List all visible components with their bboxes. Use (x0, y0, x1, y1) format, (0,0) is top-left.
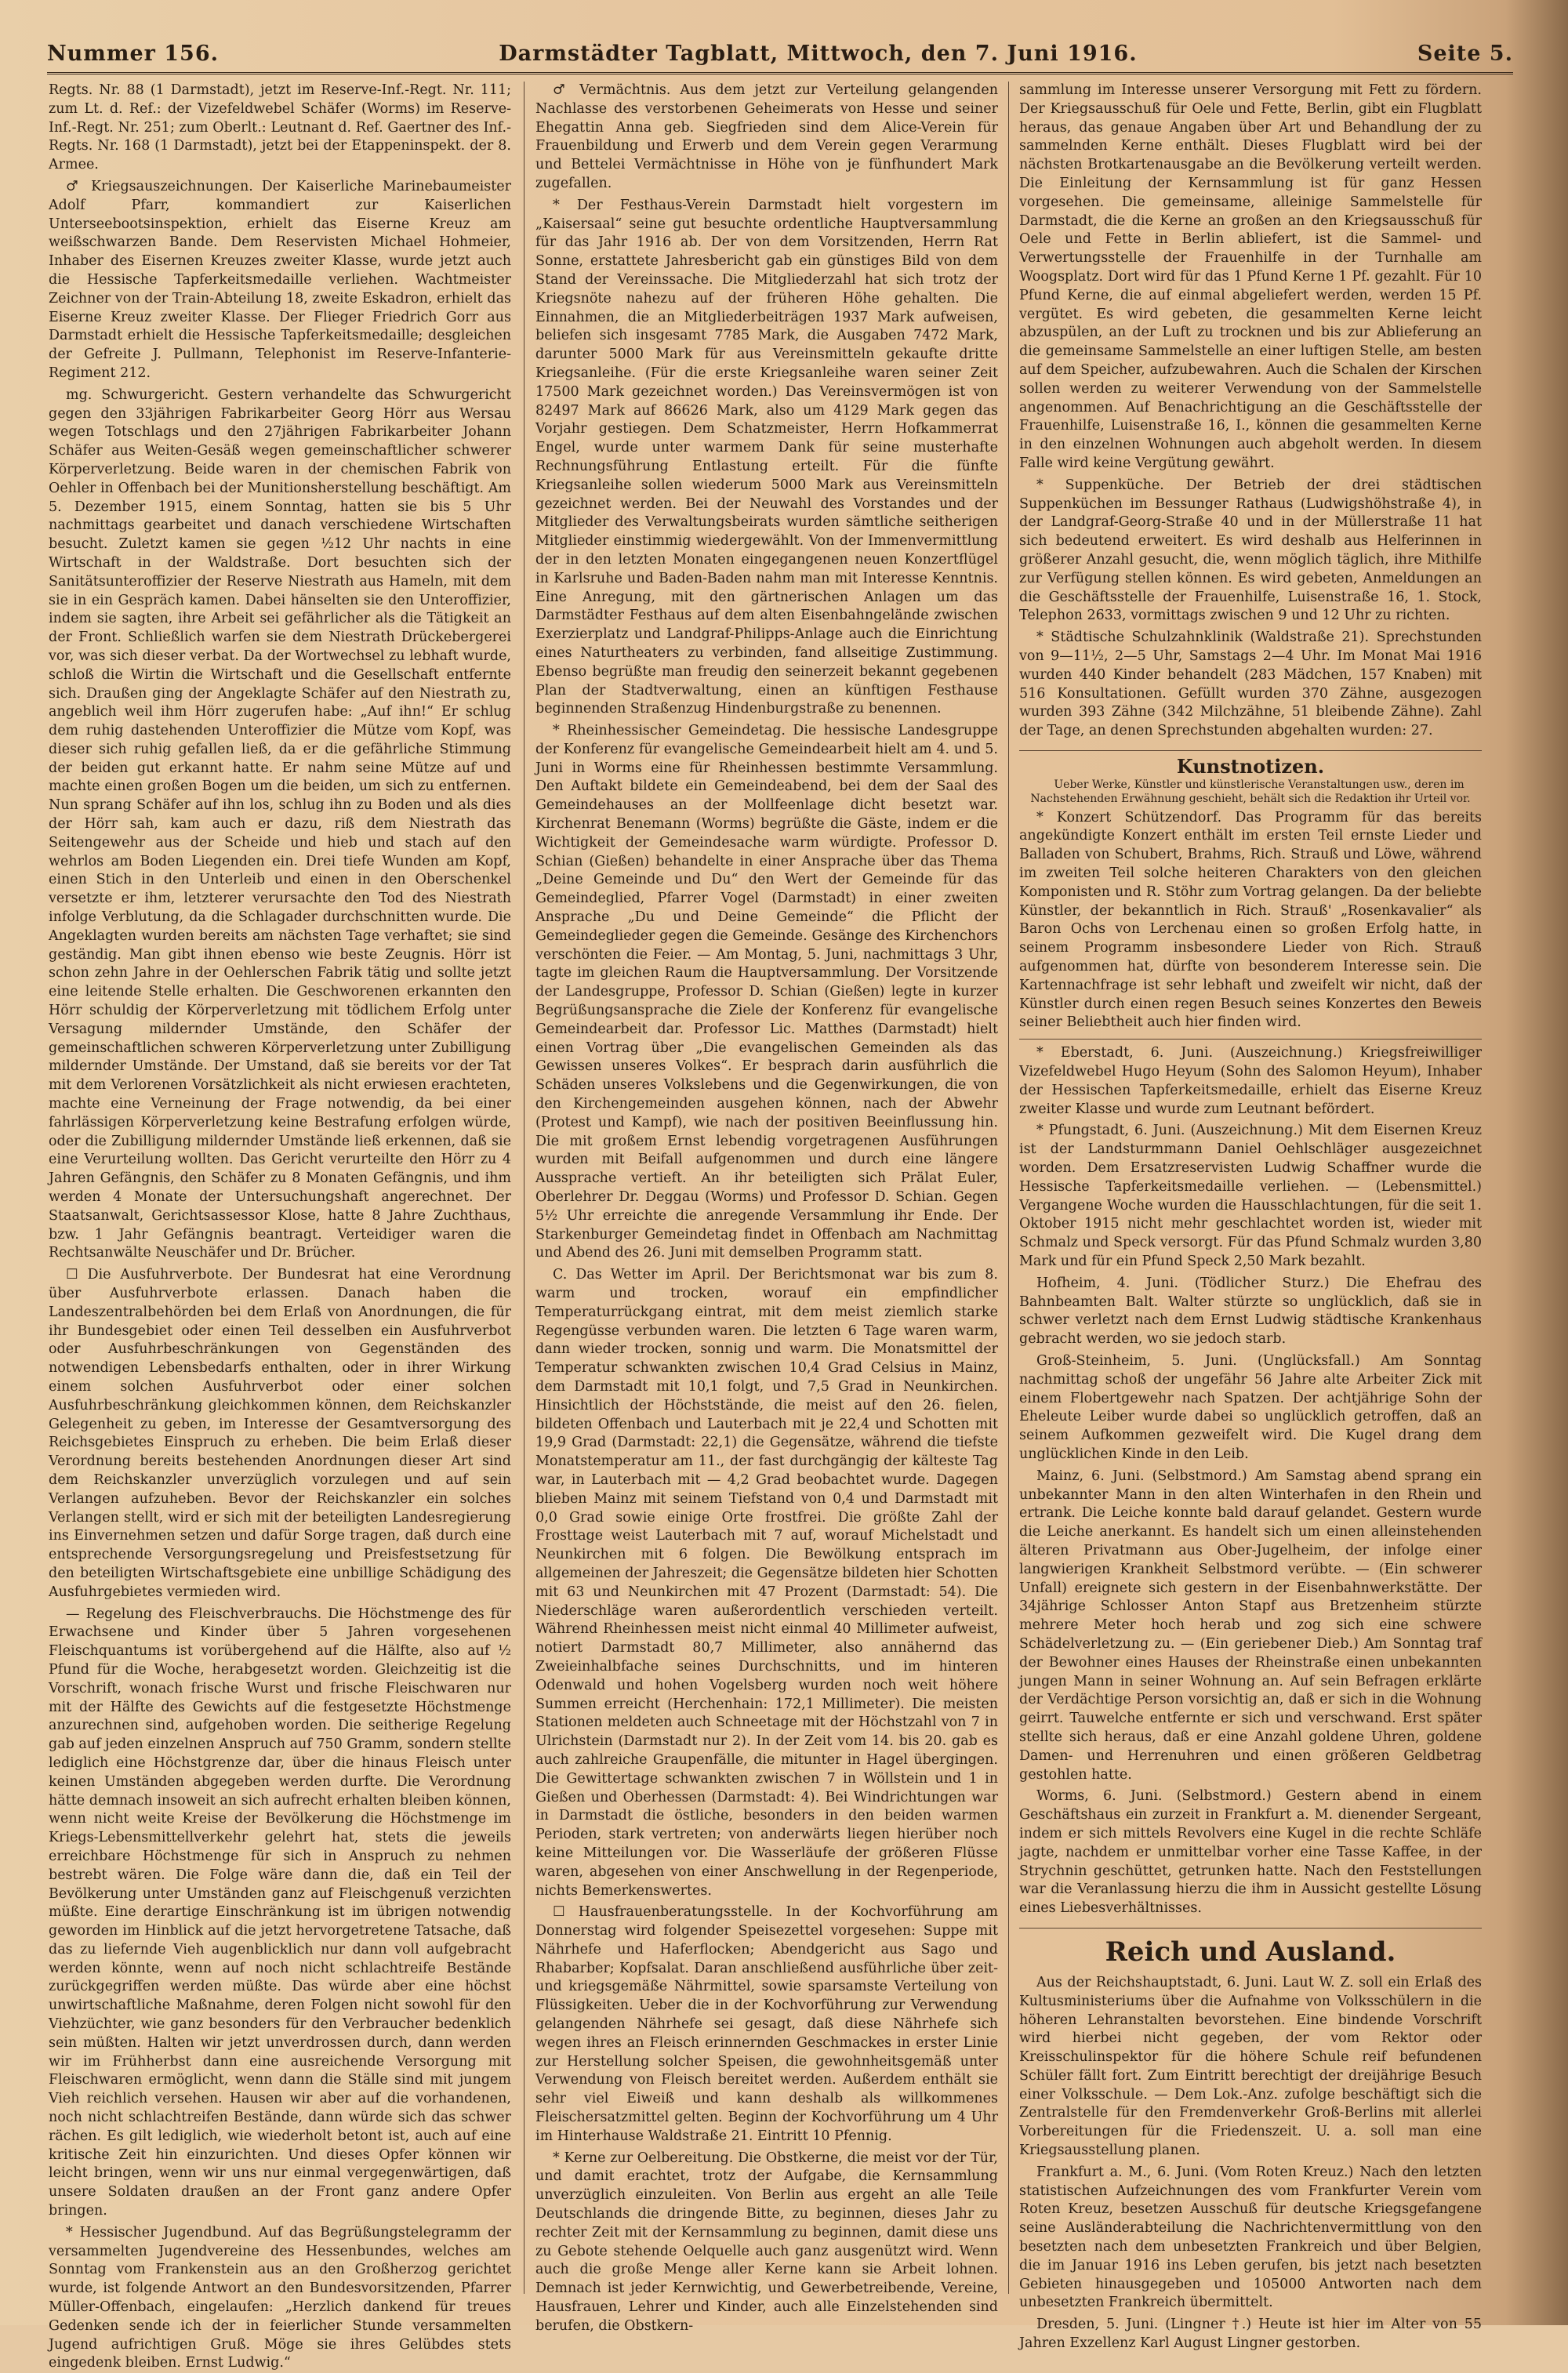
section-note: Ueber Werke, Künstler und künstlerische Veranstaltungen usw., deren im Nachstehenden Erwähnung geschieht, behält sich die Redaktion ihr Urteil vor. (1030, 778, 1471, 805)
column-divider (1008, 82, 1009, 2294)
article: Hofheim, 4. Juni. (Tödlicher Sturz.) Die Ehefrau des Bahnbeamten Balt. Walter stürzte so unglücklich, daß sie in schwer verletzt nach dem Ernst Ludwig städtische Krankenhaus gebracht werden, wo sie jedoch starb. (1019, 1275, 1482, 1348)
article: ♂ Kriegsauszeichnungen. Der Kaiserliche Marinebaumeister Adolf Pfarr, kommandiert zur Kaiserlichen Unterseebootsinspektion, erhielt das Eiserne Kreuz am weißschwarzen Bande. Dem Reservisten Michael Hohmeier, Inhaber des Eisernen Kreuzes zweiter Klasse, wurde jetzt auch die Hessische Tapferkeitsmedaille verliehen. Wachtmeister Zeichner von der Train-Abteilung 18, zweite Eskadron, erhielt das Eiserne Kreuz zweiter Klasse. Der Flieger Friedrich Gorr aus Darmstadt erhielt die Hessische Tapferkeitsmedaille; desgleichen der Gefreite J. Pullmann, Telephonist im Reserve-Infanterie-Regiment 212. (49, 178, 511, 381)
article: * Der Festhaus-Verein Darmstadt hielt vorgestern im „Kaisersaal“ seine gut besuchte ordentliche Hauptversammlung für das Jahr 1916 ab. Der von dem Vorsitzenden, Herrn Rat Sonne, erstattete Jahresbericht gab ein günstiges Bild von dem Stand der Vereinssache. Die Mitgliederzahl hat sich trotz der Kriegsnöte nahezu auf der früheren Höhe gehalten. Die Einnahmen, die an Mitgliederbeiträgen 1937 Mark aufweisen, beliefen sich insgesamt 7785 Mark, die Ausgaben 7472 Mark, darunter 5000 Mark für aus Vereinsmitteln gekaufte dritte Kriegsanleihe. (Für die erste Kriegsanleihe waren seiner Zeit 17500 Mark gezeichnet worden.) Das Vereinsvermögen ist von 82497 Mark auf 86626 Mark, also um 4129 Mark gegen das Vorjahr gestiegen. Dem Schatzmeister, Herrn Hofkammerrat Engel, wurde unter warmem Dank für seine musterhafte Rechnungsführung Entlastung erteilt. Für die fünfte Kriegsanleihe sollen wiederum 5000 Mark aus Vereinsmitteln gezeichnet werden. Bei der Neuwahl des Vorstandes und der Mitglieder des Verwaltungsbeirats wurden sämtliche seitherigen Mitglieder einstimmig wiedergewählt. Von der Immenvermittlung der in den letzten Monaten eingegangenen neuen Konzertflügel in Karlsruhe und Baden-Baden nahm man mit Interesse Kenntnis. Eine Anregung, mit den gärtnerischen Anlagen um das Darmstädter Festhaus auf dem alten Eisenbahngelände zwischen Exerzierplatz und Landgraf-Philipps-Anlage auch die Einrichtung eines Naturtheaters zu verbinden, fand allseitige Zustimmung. Ebenso begrüßte man freudig den seinerzeit bekannt gegebenen Plan der Stadtverwaltung, einen an künftigen Festhause beginnenden Straßenzug Hindenburgstraße zu benennen. (535, 197, 998, 717)
column-3 (1019, 82, 1482, 2352)
article: Aus der Reichshauptstadt, 6. Juni. Laut W. Z. soll ein Erlaß des Kultusministeriums über die Aufnahme von Volksschülern in die höheren Lehranstalten bevorstehen. Eine bindende Vorschrift wird hierbei nicht gegeben, der vom Rektor oder Kreisschulinspektor für die höhere Schule reif befundenen Schüler fällt fort. Zum Eintritt berechtigt der dreijährige Besuch einer Volksschule. — Dem Lok.-Anz. zufolge beschäftigt sich die Zentralstelle für den Fremdenverkehr Groß-Berlins mit allerlei Vorbereitungen für die Friedenszeit. U. a. soll man eine Kriegsausstellung planen. (1019, 1974, 1482, 2159)
column-2 (535, 82, 998, 2334)
article: Dresden, 5. Juni. (Lingner †.) Heute ist hier im Alter von 55 Jahren Exzellenz Karl August Lingner gestorben. (1019, 2317, 1482, 2352)
article: * Hessischer Jugendbund. Auf das Begrüßungstelegramm der versammelten Jugendvereine des Hessenbundes, welches am Sonntag vom Frankenstein aus an den Großherzog gerichtet wurde, ist folgende Antwort an den Bundesvorsitzenden, Pfarrer Müller-Offenbach, eingelaufen: „Herzlich dankend für treues Gedenken sende ich der in feierlicher Stunde versammelten Jugend aufrichtigen Gruß. Möge sie ihres Gelübdes stets eingedenk bleiben. Ernst Ludwig.“ (49, 2224, 511, 2371)
article: C. Das Wetter im April. Der Berichtsmonat war bis zum 8. warm und trocken, worauf ein empfindlicher Temperaturrückgang eintrat, mit dem meist ziemlich starke Regengüsse verbunden waren. Die letzten 6 Tage waren warm, dann wieder trocken, sonnig und warm. Die Monatsmittel der Temperatur schwankten zwischen 10,4 Grad Celsius in Mainz, dem Darmstadt mit 10,1 folgt, und 7,5 Grad in Neunkirchen. Hinsichtlich der Höchststände, die meist auf den 26. fielen, bildeten Offenbach und Lauterbach mit je 22,4 und Schotten mit 19,9 Grad (Darmstadt: 22,1) die Gegensätze, während die tiefste Monatstemperatur am 11., der fast durchgängig der kälteste Tag war, in Lauterbach mit — 4,2 Grad beobachtet wurde. Dagegen blieben Mainz mit seinem Tiefstand von 0,4 und Darmstadt mit 0,0 Grad sowie einige Orte frostfrei. Die größte Zahl der Frosttage weist Lauterbach mit 7 auf, worauf Michelstadt und Neunkirchen mit 6 folgen. Die Bewölkung entsprach im allgemeinen der Jahreszeit; die Gegensätze bildeten hier Schotten mit 63 und Neunkirchen mit 47 Prozent (Darmstadt: 54). Die Niederschläge waren außerordentlich verschieden verteilt. Während Rheinhessen meist nicht einmal 40 Millimeter aufweist, notiert Darmstadt 80,7 Millimeter, also annähernd das Zweieinhalbfache seines Durchschnitts, und im hinteren Odenwald und hohen Vogelsberg wurden noch weit höhere Summen erreicht (Herchenhain: 172,1 Millimeter). Die meisten Stationen meldeten auch Schneetage mit der Höchstzahl von 7 in Ulrichstein (Darmstadt nur 2). In der Zeit vom 14. bis 20. gab es auch zahlreiche Graupenfälle, die mitunter in Hagel übergingen. Die Gewittertage schwankten zwischen 7 in Wöllstein und 1 in Gießen und Oberhessen (Darmstadt: 4). Bei Windrichtungen war in Darmstadt die östliche, besonders in den beiden warmen Perioden, stark vertreten; von anderwärts liegen hierüber noch keine Mitteilungen vor. Die Wasserläufe der größeren Flüsse waren, abgesehen von einer Anschwellung in der Regenperiode, nichts Bemerkenswertes. (535, 1267, 998, 1899)
article: * Eberstadt, 6. Juni. (Auszeichnung.) Kriegsfreiwilliger Vizefeldwebel Hugo Heyum (Sohn des Salomon Heyum), Inhaber der Hessischen Tapferkeitsmedaille, erhielt das Eiserne Kreuz zweiter Klasse und wurde zum Leutnant befördert. (1019, 1039, 1482, 1119)
article: Frankfurt a. M., 6. Juni. (Vom Roten Kreuz.) Nach den letzten statistischen Aufzeichnungen des vom Frankfurter Verein vom Roten Kreuz, besetzen Ausschuß für deutsche Kriegsgefangene seine Ausländerabteilung die Nachrichtenvermittlung von den besetzten nach dem unbesetzten Frankreich und über Belgien, die im Januar 1916 ins Leben gerufen, bis jetzt nach besetzten Gebieten hinausgegeben und 105000 Antworten nach dem unbesetzten Frankreich übermittelt. (1019, 2164, 1482, 2311)
page-header (47, 38, 1513, 69)
page-number: Seite 5. (1417, 41, 1513, 66)
article: sammlung im Interesse unserer Versorgung mit Fett zu fördern. Der Kriegsausschuß für Oele und Fette, Berlin, gibt ein Flugblatt heraus, das genaue Angaben über Art und Behandlung der zu sammelnden Kerne enthält. Dieses Flugblatt wird bei der nächsten Brotkartenausgabe an die Bevölkerung verteilt werden. Die Einleitung der Kernsammlung ist für ganz Hessen vorgesehen. Die gemeinsame, alleinige Sammelstelle für Darmstadt, die die Kerne an großen an den Kriegsausschuß für Oele und Fette in Berlin abliefert, ist die Sammel- und Verwertungsstelle der Frauenhilfe in der Turnhalle am Woogsplatz. Dort wird für das 1 Pfund Kerne 1 Pf. gezahlt. Für 10 Pfund Kerne, die auf einmal abgeliefert werden, werden 15 Pf. vergütet. Es wird gebeten, die gesammelten Kerne leicht abzuspülen, an der Luft zu trocknen und bis zur Ablieferung an die gemeinsame Sammelstelle an einer luftigen Stelle, am besten auf dem Speicher, aufzubewahren. Auch die Schalen der Kirschen sollen werden zu weiterer Verwendung von der Sammelstelle angenommen. Auf Benachrichtigung an die Geschäftsstelle der Frauenhilfe, Luisenstraße 16, I., können die gesammelten Kerne in den einzelnen Wohnungen auch abgeholt werden. In diesem Falle wird keine Vergütung gewährt. (1019, 82, 1482, 471)
section-heading-kunstnotizen: Kunstnotizen. (1019, 750, 1482, 776)
article: — Regelung des Fleischverbrauchs. Die Höchstmenge des für Erwachsene und Kinder über 5 Jahren vorgesehenen Fleischquantums ist vorübergehend auf die Hälfte, also auf ½ Pfund für die Woche, herabgesetzt worden. Gleichzeitig ist die Vorschrift, wonach frische Wurst und frische Fleischwaren nur mit der Hälfte des Gewichts auf die festgesetzte Höchstmenge anzurechnen sind, aufgehoben worden. Die seitherige Regelung gab auf jeden einzelnen Anspruch auf 750 Gramm, sondern stellte lediglich eine Höchstgrenze dar, über die hinaus Fleisch unter keinen Umständen abgegeben werden durfte. Die Verordnung hätte demnach insoweit an sich aufrecht erhalten bleiben können, wenn nicht weite Kreise der Bevölkerung die Höchstmenge im Kriegs-Lebensmittellverkehr gelehrt hat, stets die jeweils erreichbare Höchstmenge für sich in Anspruch zu nehmen bestrebt wären. Die Folge wäre dann die, daß ein Teil der Bevölkerung unter Umständen ganz auf Fleischgenuß verzichten müßte. Eine derartige Einschränkung ist im übrigen notwendig geworden im Hinblick auf die jetzt hervorgetretene Tatsache, daß das zu liefernde Vieh augenblicklich nur dann voll aufgebracht werden könnte, wenn auf noch nicht schlachtreife Bestände zurückgegriffen werden müßte. Das würde aber eine höchst unwirtschaftliche Maßnahme, deren Folgen nicht sowohl für den Viehzüchter, wie ganz besonders für den Verbraucher bedenklich sein müßten. Halten wir jetzt unverdrossen durch, dann werden wir im Frühherbst dann eine ausreichende Versorgung mit Fleischwaren ermöglicht, wenn dann die Ställe sind mit jungem Vieh reichlich versehen. Hausen wir aber auf die vorhandenen, noch nicht schlachtreifen Bestände, dann würde sich das schwer rächen. Es gilt lediglich, wie wiederholt betont ist, auch auf eine kritische Zeit hin einzurichten. Und dieses Opfer können wir leicht bringen, wenn wir uns nur einmal vergegenwärtigen, daß unsere Soldaten draußen an der Front ganz andere Opfer bringen. (49, 1606, 511, 2219)
header-rule (47, 72, 1513, 74)
article: * Suppenküche. Der Betrieb der drei städtischen Suppenküchen im Bessunger Rathaus (Ludwigshöhstraße 4), in der Landgraf-Georg-Straße 40 und in der Müllerstraße 11 hat sich bedeutend erweitert. Es wird deshalb aus Helferinnen in größerer Anzahl gesucht, die, wenn möglich täglich, ihre Mithilfe zur Verfügung stellen können. Es wird gebeten, Anmeldungen an die Geschäftsstelle der Frauenhilfe, Luisenstraße 16, 1. Stock, Telephon 2633, vormittags zwischen 9 und 12 Uhr zu richten. (1019, 477, 1482, 624)
article: ♂ Vermächtnis. Aus dem jetzt zur Verteilung gelangenden Nachlasse des verstorbenen Geheimerats von Hesse und seiner Ehegattin Anna geb. Siegfrieden sind dem Alice-Verein für Frauenbildung und Erwerb und dem Verein gegen Verarmung und Bettelei Vermächtnisse in Höhe von je fünfhundert Mark zugefallen. (535, 82, 998, 191)
article: ☐ Hausfrauenberatungsstelle. In der Kochvorführung am Donnerstag wird folgender Speisezettel vorgesehen: Suppe mit Nährhefe und Haferflocken; Abendgericht aus Sago und Rhabarber; Kopfsalat. Daran anschließend ausführliche über zeit- und kriegsgemäße Nährmittel, sowie sparsamste Verteilung von Flüssigkeiten. Ueber die in der Kochvorführung zur Verwendung gelangenden Nährhefe sei gesagt, daß diese Nährhefe sich wegen ihres an Fleisch erinnernden Geschmackes in erster Linie zur Herstellung solcher Speisen, die gewohnheitsgemäß unter Verwendung von Fleisch bereitet werden. Außerdem enthält sie sehr viel Eiweiß und kann deshalb als willkommenes Fleischersatzmittel gelten. Beginn der Kochvorführung um 4 Uhr im Hinterhause Waldstraße 21. Eintritt 10 Pfennig. (535, 1904, 998, 2144)
section-heading-reich-und-ausland: Reich und Ausland. (1019, 1928, 1482, 1969)
article: ☐ Die Ausfuhrverbote. Der Bundesrat hat eine Verordnung über Ausfuhrverbote erlassen. Danach haben die Landeszentralbehörden bei dem Erlaß von Anordnungen, die für ihr Bundesgebiet oder einen Teil desselben ein Ausfuhrverbot oder Ausfuhrbeschränkungen von Gegenständen des notwendigen Lebensbedarfs enthalten, oder in ihrer Wirkung einem solchen Ausfuhrverbot oder einer solchen Ausfuhrbeschränkung gleichkommen können, dem Reichskanzler Gelegenheit zu geben, im Interesse der Gesamtversorgung des Reichsgebietes Einspruch zu erheben. Die beim Erlaß dieser Verordnung bereits bestehenden Anordnungen dieser Art sind dem Reichskanzler unverzüglich vorzulegen und auf sein Verlangen aufzuheben. Bevor der Reichskanzler ein solches Verlangen stellt, wird er sich mit der beteiligten Landesregierung ins Einvernehmen setzen und dafür Sorge tragen, daß durch eine entsprechende Versorgungsregelung und Preisfestsetzung für den beteiligten Wirtschaftsgebiete eine unbillige Schädigung des Ausfuhrgebietes vermieden wird. (49, 1267, 511, 1600)
issue-number: Nummer 156. (47, 41, 220, 66)
article: * Rheinhessischer Gemeindetag. Die hessische Landesgruppe der Konferenz für evangelische Gemeindearbeit hielt am 4. und 5. Juni in Worms eine für Rheinhessen bestimmte Versammlung. Den Auftakt bildete ein Gemeindeabend, bei dem der Saal des Gemeindehauses an der Mollfeenlage dicht besetzt war. Kirchenrat Benemann (Worms) begrüßte die Gäste, indem er die Wichtigkeit der Gemeindesache warm würdigte. Professor D. Schian (Gießen) behandelte in einer Ansprache über das Thema „Deine Gemeinde und Du“ den Wert der Gemeinde für das Gemeindeglied, Pfarrer Vogel (Darmstadt) in einer zweiten Ansprache „Du und Deine Gemeinde“ die Pflicht der Gemeindeglieder gegen die Gemeinde. Gesänge des Kirchenchors verschönten die Feier. — Am Montag, 5. Juni, nachmittags 3 Uhr, tagte im gleichen Raum die Hauptversammlung. Der Vorsitzende der Landesgruppe, Professor D. Schian (Gießen) legte in kurzer Begrüßungsansprache die Ziele der Konferenz für evangelische Gemeindearbeit dar. Professor Lic. Matthes (Darmstadt) hielt einen Vortrag über „Die evangelischen Gemeinden als das Gewissen unseres Volkes“. Er besprach darin ausführlich die Schäden unseres Volkslebens und die Gegenwirkungen, die von den Kirchengemeinden ausgehen können, nach der Abwehr (Protest und Kampf), wie nach der positiven Beeinflussung hin. Die mit großem Ernst lebendig vorgetragenen Ausführungen wurden mit Beifall aufgenommen und durch eine längere Aussprache vertieft. An ihr beteiligten sich Prälat Euler, Oberlehrer Dr. Deggau (Worms) und Professor D. Schian. Gegen 5½ Uhr erreichte die anregende Versammlung ihr Ende. Der Starkenburger Gemeindetag findet in Offenbach am Nachmittag und Abend des 26. Juni mit demselben Programm statt. (535, 723, 998, 1261)
masthead-title: Darmstädter Tagblatt, Mittwoch, den 7. Juni 1916. (499, 41, 1138, 66)
article: Groß-Steinheim, 5. Juni. (Unglücksfall.) Am Sonntag nachmittag schoß der ungefähr 56 Jahre alte Arbeiter Zick mit einem Flobertgewehr nach Spatzen. Der achtjährige Sohn der Eheleute Leiber wurde dabei so unglücklich getroffen, daß an seinem Aufkommen gezweifelt wird. Die Kugel drang dem unglücklichen Kinde in den Leib. (1019, 1353, 1482, 1462)
article: * Städtische Schulzahnklinik (Waldstraße 21). Sprechstunden von 9—11½, 2—5 Uhr, Samstags 2—4 Uhr. Im Monat Mai 1916 wurden 440 Kinder behandelt (283 Mädchen, 157 Knaben) mit 516 Konsultationen. Gefüllt wurden 370 Zähne, ausgezogen wurden 393 Zähne (342 Milchzähne, 51 bleibende Zähne). Zahl der Tage, an denen Sprechstunden abgehalten wurden: 27. (1019, 630, 1482, 739)
article: Mainz, 6. Juni. (Selbstmord.) Am Samstag abend sprang ein unbekannter Mann in den alten Winterhafen in den Rhein und ertrank. Die Leiche konnte bald darauf gelandet. Gestern wurde die Leiche anerkannt. Es handelt sich um einen alleinstehenden älteren Privatmann aus Ober-Jugelheim, der infolge einer langwierigen Krankheit Selbstmord verübte. — (Ein schwerer Unfall) ereignete sich gestern in der Eisenbahnwerkstätte. Der 34jährige Schlosser Anton Stapf aus Bretzenheim stürzte mehrere Meter hoch herab und zog sich eine schwere Schädelverletzung zu. — (Ein geriebener Dieb.) Am Sonntag traf der Bewohner eines Hauses der Rheinstraße einen unbekannten jungen Mann in seiner Wohnung an. Auf sein Befragen erklärte der Verdächtige Person vorsichtig an, daß er sich in die Wohnung geirrt. Tauwelche entfernte er sich und verschwand. Erst später stellte sich heraus, daß er eine Anzahl goldene Uhren, goldene Damen- und Herrenuhren und einen größeren Geldbetrag gestohlen hatte. (1019, 1468, 1482, 1783)
article: * Pfungstadt, 6. Juni. (Auszeichnung.) Mit dem Eisernen Kreuz ist der Landsturmmann Daniel Oehlschläger ausgezeichnet worden. Dem Ersatzreservisten Ludwig Schaffner wurde die Hessische Tapferkeitsmedaille verliehen. — (Lebensmittel.) Vergangene Woche wurden die Hausschlachtungen, für die seit 1. Oktober 1915 nicht mehr geschlachtet worden ist, wieder mit Schmalz und Speck versorgt. Für das Pfund Schmalz wurden 3,80 Mark und für ein Pfund Speck 2,50 Mark bezahlt. (1019, 1123, 1482, 1270)
article: * Kerne zur Oelbereitung. Die Obstkerne, die meist vor der Tür, und damit erachtet, trotz der Aufgabe, die Kernsammlung unverzüglich einzuleiten. Von Berlin aus ergeht an alle Teile Deutschlands die dringende Bitte, zu beginnen, dieses Jahr zu rechter Zeit mit der Kernsammlung zu beginnen, damit diese uns zu Gebote stehende Oelquelle auch ganz ausgenützt wird. Wenn auch die große Menge aller Kerne kann sie Arbeit lohnen. Demnach ist jeder Kernwichtig, und Gewerbetreibende, Vereine, Hausfrauen, Lehrer und Kinder, auch alle Einzelstehenden sind berufen, die Obstkern- (535, 2150, 998, 2334)
column-1 (49, 82, 511, 2371)
article: Worms, 6. Juni. (Selbstmord.) Gestern abend in einem Geschäftshaus ein zurzeit in Frankfurt a. M. dienender Sergeant, indem er sich mittels Revolvers eine Kugel in die rechte Schläfe jagte, nachdem er unmittelbar vorher eine Tasse Kaffee, in der Strychnin geschüttet, getrunken hatte. Nach den Feststellungen war die Veranlassung hierzu die ihm in Aussicht gestellte Lösung eines Liebesverhältnisses. (1019, 1788, 1482, 1917)
article: * Konzert Schützendorf. Das Programm für das bereits angekündigte Konzert enthält im ersten Teil ernste Lieder und Balladen von Schubert, Brahms, Rich. Strauß und Löwe, während im zweiten Teil solche heiteren Charakters von den gleichen Komponisten und R. Stöhr zum Vortrag gelangen. Da der beliebte Künstler, der bekanntlich in Rich. Strauß' „Rosenkavalier“ als Baron Ochs von Lerchenau einen so großen Erfolg hatte, in seinem Programm insbesondere Lieder von Rich. Strauß aufgenommen hat, dürfte von besonderem Interesse sein. Die Kartennachfrage ist sehr lebhaft und zweifelt wir nicht, daß der Künstler durch einen regen Besuch seines Konzertes den Beweis seiner Beliebtheit auch hier finden wird. (1019, 809, 1482, 1031)
article: Regts. Nr. 88 (1 Darmstadt), jetzt im Reserve-Inf.-Regt. Nr. 111; zum Lt. d. Ref.: der Vizefeldwebel Schäfer (Worms) im Reserve-Inf.-Regt. Nr. 251; zum Oberlt.: Leutnant d. Ref. Gaertner des Inf.-Regts. Nr. 168 (1 Darmstadt), jetzt bei der Etappeninspekt. der 8. Armee. (49, 82, 511, 173)
article: mg. Schwurgericht. Gestern verhandelte das Schwurgericht gegen den 33jährigen Fabrikarbeiter Georg Hörr aus Wersau wegen Totschlags und den 27jährigen Fabrikarbeiter Johann Schäfer aus Weiten-Gesäß wegen gemeinschaftlicher schwerer Körperverletzung. Beide waren in der chemischen Fabrik von Oehler in Offenbach bei der Munitionsherstellung beschäftigt. Am 5. Dezember 1915, einem Sonntag, hatten sie bis 5 Uhr nachmittags gearbeitet und danach verschiedene Wirtschaften besucht. Zuletzt kamen sie gegen ½12 Uhr nachts in eine Wirtschaft in der Waldstraße. Dort besuchten sich der Sanitätsunteroffizier der Reserve Niestrath aus Hameln, mit dem sie in ein Gespräch kamen. Dabei hänselten sie den Unteroffizier, indem sie sagten, ihre Arbeit sei gefährlicher als die Tätigkeit an der Front. Schließlich warfen sie dem Niestrath Drückebergerei vor, was sich dieser verbat. Da der Wortwechsel zu lebhaft wurde, schloß die Wirtin die Wirtschaft und die Gesellschaft entfernte sich. Draußen ging der Angeklagte Schäfer auf den Niestrath zu, angeblich weil ihm Hörr zugerufen habe: „Auf ihn!“ Er schlug dem ruhig dastehenden Unteroffizier die Mütze vom Kopf, was dieser sich ruhig gefallen ließ, da er die gefährliche Stimmung der beiden gut erkannt hatte. Er nahm seine Mütze auf und machte einen großen Bogen um die beiden, um sich zu entfernen. Nun sprang Schäfer auf ihn los, schlug ihn zu Boden und als dies der Hörr sah, kam auch er dazu, riß dem Niestrath das Seitengewehr aus der Scheide und hieb und stach auf den wehrlos am Boden Liegenden ein. Drei tiefe Wunden am Kopf, einen Stich in den Unterleib und einen in den Oberschenkel versetzte er ihm, letzterer verursachte den Tod des Niestrath infolge Verblutung, da die Schlagader durchschnitten wurde. Die Angeklagten wurden bereits am nächsten Tage verhaftet; sie sind geständig. Man gibt ihnen ebenso wie beste Zeugnis. Hörr ist schon zehn Jahre in der Oehlerschen Fabrik tätig und sollte jetzt eine leitende Stelle erhalten. Die Geschworenen erkannten den Hörr schuldig der Körperverletzung mit tödlichem Erfolg unter Versagung mildernder Umstände, den Schäfer der gemeinschaftlichen schweren Körperverletzung unter Zubilligung mildernder Umstände. Der Umstand, daß sie bereits vor der Tat mit dem Verlorenen Vorsätzlichkeit als nicht erwiesen erachteten, machte eine Verneinung der Frage notwendig, da bei einer fahrlässigen Körperverletzung keine Bestrafung erfolgen würde, oder die Zubilligung mildernder Umstände ließ erkennen, daß sie eine Verurteilung wollten. Das Gericht verurteilte den Hörr zu 4 Jahren Gefängnis, den Schäfer zu 8 Monaten Gefängnis, und ihm werden 4 Monate der Untersuchungshaft angerechnet. Der Staatsanwalt, Gerichtsassessor Klose, hatte 8 Jahre Zuchthaus, bzw. 1 Jahr Gefängnis beantragt. Verteidiger waren die Rechtsanwälte Neuschäfer und Dr. Brücher. (49, 386, 511, 1261)
